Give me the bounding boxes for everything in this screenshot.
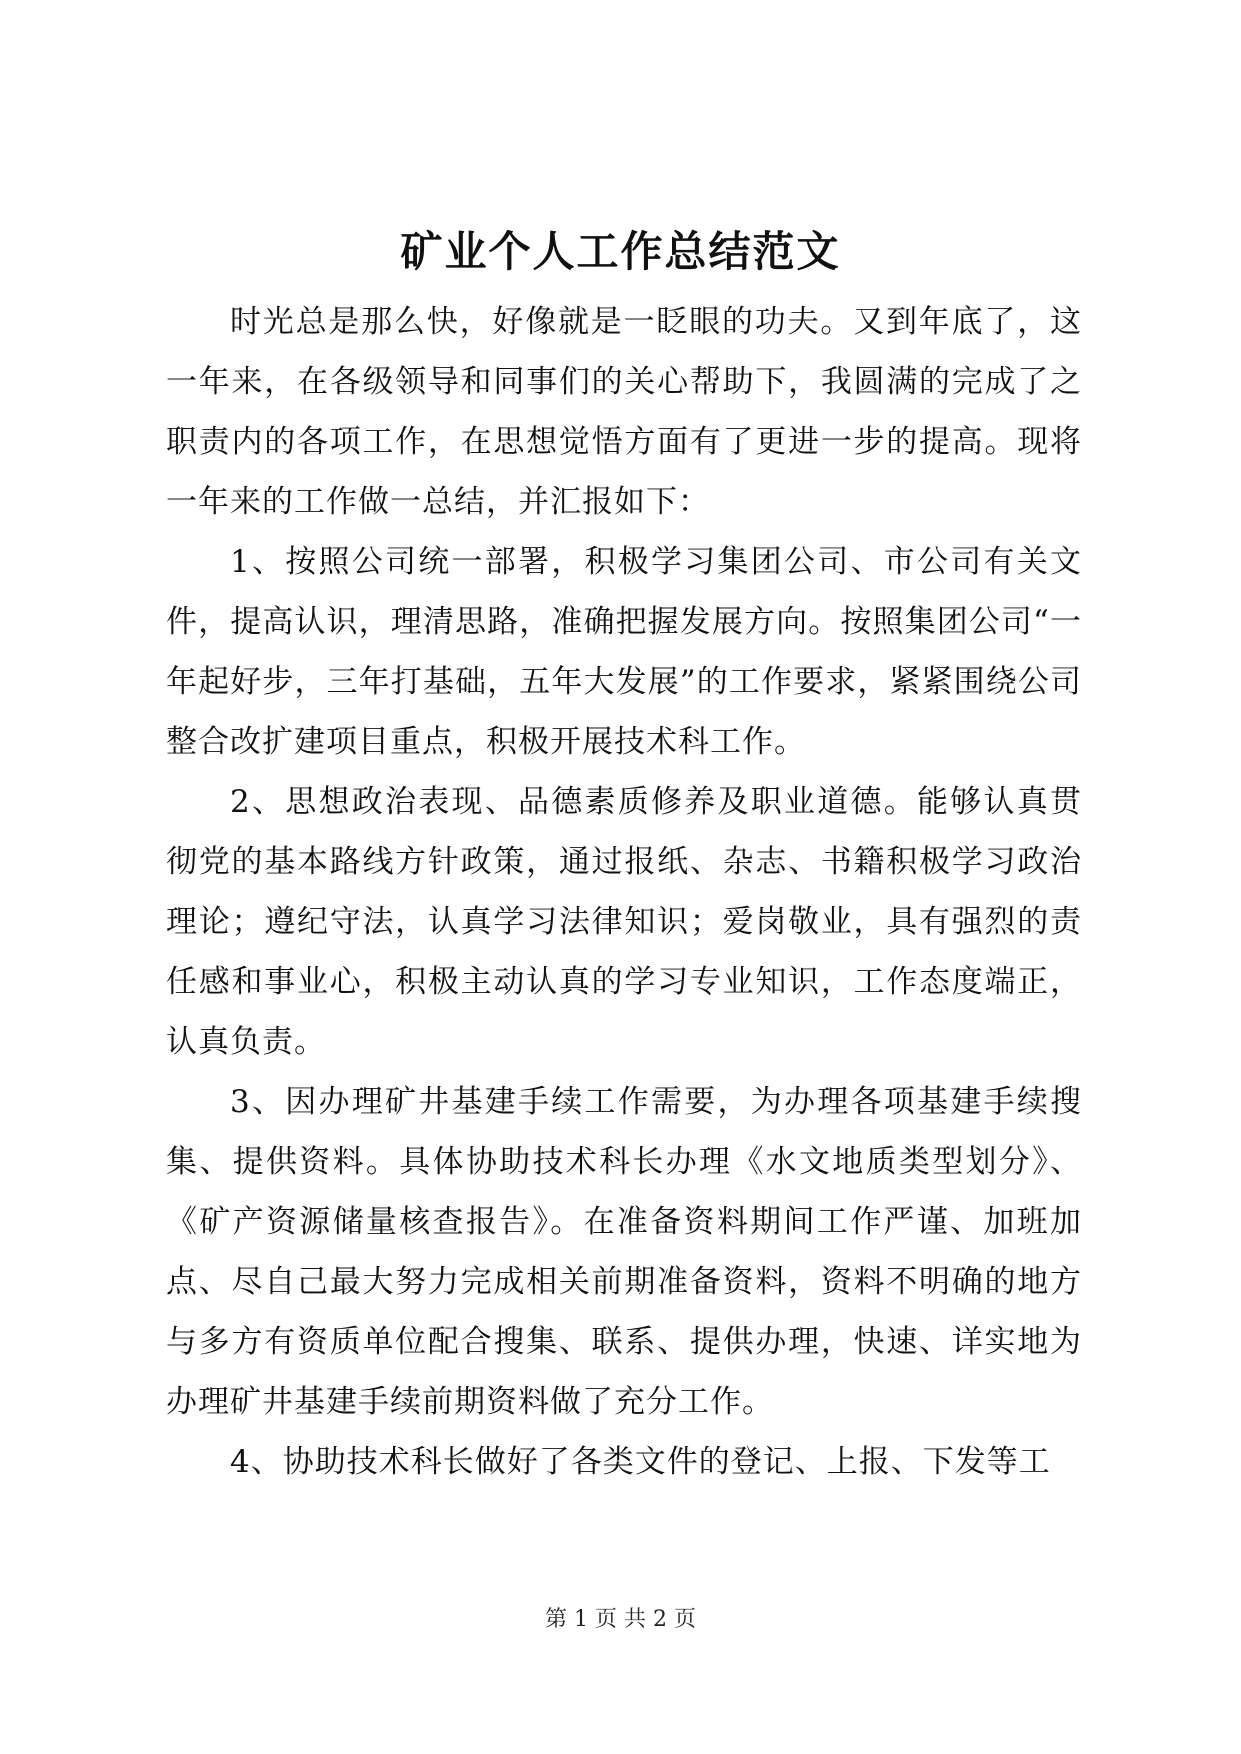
paragraph-item-3: 3、因办理矿井基建手续工作需要，为办理各项基建手续搜集、提供资料。具体协助技术科长办理《水文地质类型划分》、《矿产资源储量核查报告》。在准备资料期间工作严谨、加班加点、尽自己最大努力完成相关前期准备资料，资料不明确的地方与多方有资质单位配合搜集、联系、提供办理，快速、详实地为办理矿井基建手续前期资料做了充分工作。 xyxy=(166,1084,1082,1420)
paragraph-item-1: 1、按照公司统一部署，积极学习集团公司、市公司有关文件，提高认识，理清思路，准确把握发展方向。按照集团公司“一年起好步，三年打基础，五年大发展”的工作要求，紧紧围绕公司整合改扩建项目重点，积极开展技术科工作。 xyxy=(166,544,1082,760)
document-title: 矿业个人工作总结范文 xyxy=(400,227,841,276)
paragraph-intro: 时光总是那么快，好像就是一眨眼的功夫。又到年底了，这一年来，在各级领导和同事们的关心帮助下，我圆满的完成了之职责内的各项工作，在思想觉悟方面有了更进一步的提高。现将一年来的工作做一总结，并汇报如下： xyxy=(166,304,1082,520)
paragraph-item-4: 4、协助技术科长做好了各类文件的登记、上报、下发等工 xyxy=(230,1444,1051,1480)
document-body xyxy=(166,292,1082,1492)
page-number-footer: 第 1 页 共 2 页 xyxy=(545,1607,696,1632)
paragraph-item-2: 2、思想政治表现、品德素质修养及职业道德。能够认真贯彻党的基本路线方针政策，通过报纸、杂志、书籍积极学习政治理论；遵纪守法，认真学习法律知识；爱岗敬业，具有强烈的责任感和事业心，积极主动认真的学习专业知识，工作态度端正，认真负责。 xyxy=(166,784,1082,1060)
